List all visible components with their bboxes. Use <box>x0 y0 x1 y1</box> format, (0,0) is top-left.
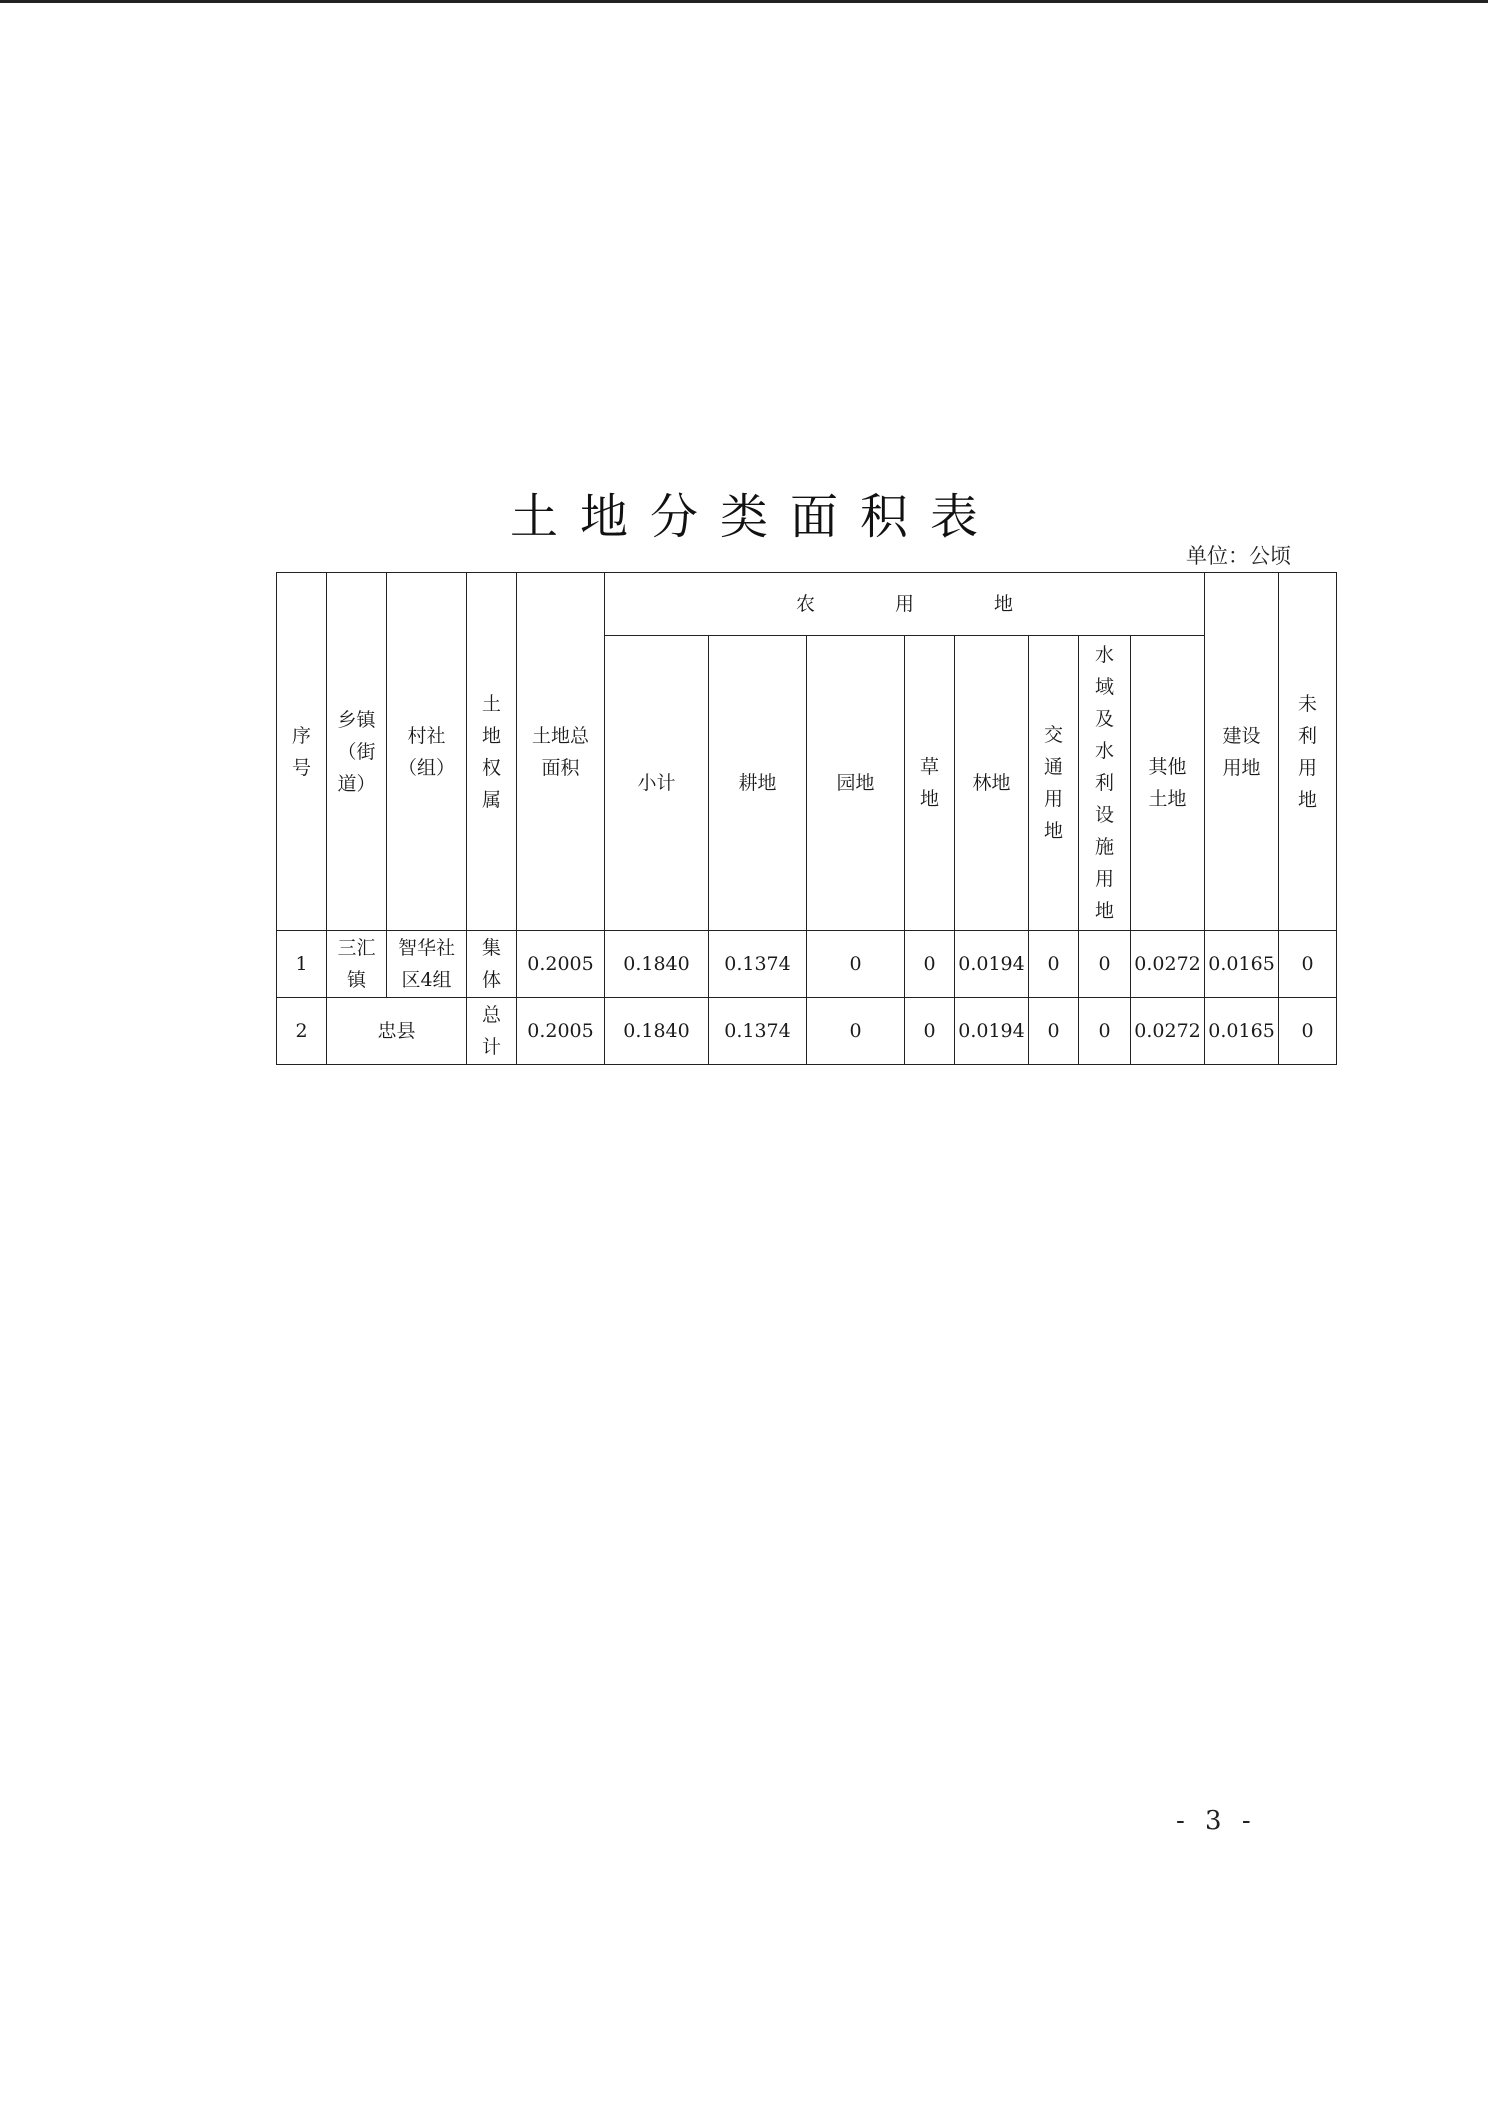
header-row-top <box>277 573 1337 636</box>
header-garden: 园地 <box>807 636 905 931</box>
header-total-area: 土地总面积 <box>517 573 605 931</box>
cell-cultivated: 0.1374 <box>709 931 807 998</box>
cell-subtotal: 0.1840 <box>605 931 709 998</box>
cell-traffic: 0 <box>1029 998 1079 1065</box>
header-village: 村社（组） <box>387 573 467 931</box>
cell-town: 三汇镇 <box>327 931 387 998</box>
cell-grass: 0 <box>905 931 955 998</box>
table-row <box>277 931 1337 998</box>
page-top-edge <box>0 0 1488 3</box>
land-classification-table <box>276 572 1337 1065</box>
header-traffic: 交通用地 <box>1029 636 1079 931</box>
cell-unused: 0 <box>1279 931 1337 998</box>
cell-construction: 0.0165 <box>1205 931 1279 998</box>
table-row <box>277 998 1337 1065</box>
header-ownership: 土地权属 <box>467 573 517 931</box>
header-seq: 序号 <box>277 573 327 931</box>
page-title: 土地分类面积表 <box>509 489 1000 545</box>
cell-other: 0.0272 <box>1131 931 1205 998</box>
header-cultivated: 耕地 <box>709 636 807 931</box>
cell-other: 0.0272 <box>1131 998 1205 1065</box>
unit-label: 单位：公顷 <box>1186 544 1291 568</box>
header-water: 水域及水利设施用地 <box>1079 636 1131 931</box>
header-forest: 林地 <box>955 636 1029 931</box>
cell-ownership: 总计 <box>467 998 517 1065</box>
header-unused: 未利用地 <box>1279 573 1337 931</box>
cell-subtotal: 0.1840 <box>605 998 709 1065</box>
cell-garden: 0 <box>807 998 905 1065</box>
cell-garden: 0 <box>807 931 905 998</box>
header-agricultural-land: 农 用 地 <box>605 573 1205 636</box>
page-number: - 3 - <box>1176 1806 1257 1836</box>
land-classification-table-wrap <box>276 572 1336 1065</box>
cell-grass: 0 <box>905 998 955 1065</box>
cell-total-area: 0.2005 <box>517 931 605 998</box>
cell-village: 智华社区4组 <box>387 931 467 998</box>
header-other: 其他土地 <box>1131 636 1205 931</box>
cell-water: 0 <box>1079 931 1131 998</box>
cell-total-area: 0.2005 <box>517 998 605 1065</box>
cell-water: 0 <box>1079 998 1131 1065</box>
cell-construction: 0.0165 <box>1205 998 1279 1065</box>
header-construction: 建设用地 <box>1205 573 1279 931</box>
header-town: 乡镇（街道） <box>327 573 387 931</box>
cell-traffic: 0 <box>1029 931 1079 998</box>
cell-unused: 0 <box>1279 998 1337 1065</box>
cell-county: 忠县 <box>327 998 467 1065</box>
cell-seq: 1 <box>277 931 327 998</box>
cell-ownership: 集体 <box>467 931 517 998</box>
cell-cultivated: 0.1374 <box>709 998 807 1065</box>
header-grass: 草地 <box>905 636 955 931</box>
header-subtotal: 小计 <box>605 636 709 931</box>
cell-forest: 0.0194 <box>955 998 1029 1065</box>
cell-forest: 0.0194 <box>955 931 1029 998</box>
cell-seq: 2 <box>277 998 327 1065</box>
